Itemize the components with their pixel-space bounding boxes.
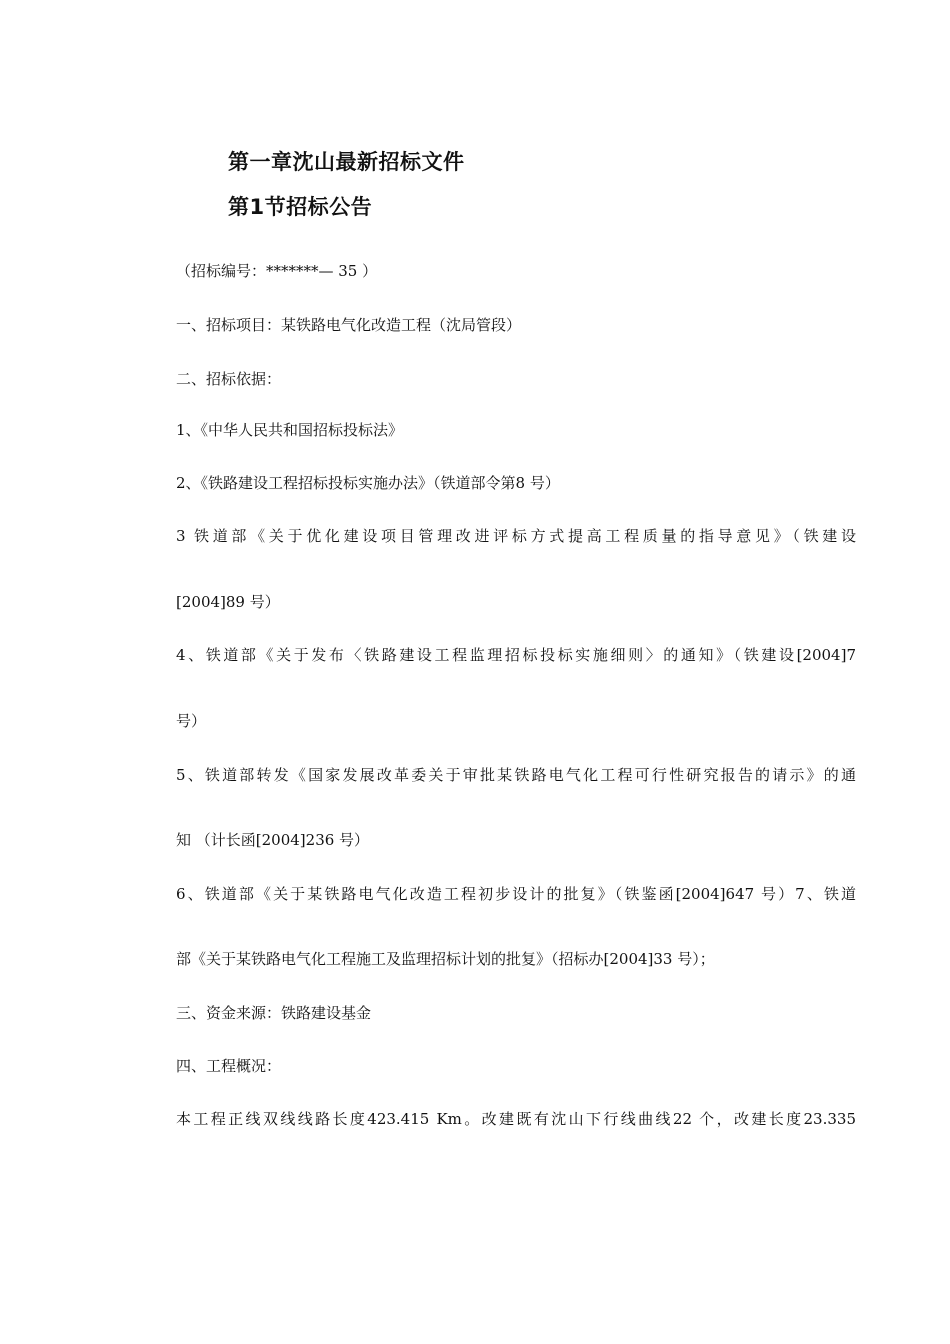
chapter-title: 第一章沈山最新招标文件 [228,150,465,174]
item-bid-basis-heading: 二、招标依据： [176,370,282,388]
bid-number: （招标编号：*******— 35 ） [176,262,378,280]
basis-line-4-cont: 号） [176,712,207,730]
basis-line-4: 4、铁道部《关于发布〈铁路建设工程监理招标投标实施细则〉的通知》（铁建设[2004]7 [176,646,856,664]
basis-line-5-cont: 知 （计长函[2004]236 号） [176,831,370,849]
item-bid-project: 一、招标项目：某铁路电气化改造工程（沈局管段） [176,316,522,334]
basis-line-3-cont: [2004]89 号） [176,593,280,611]
basis-line-3: 3 铁道部《关于优化建设项目管理改进评标方式提高工程质量的指导意见》（铁建设 [176,527,856,545]
basis-line-2: 2、《铁路建设工程招标投标实施办法》（铁道部令第8 号） [176,474,560,492]
item-fund-source: 三、资金来源：铁路建设基金 [176,1004,372,1022]
basis-line-1: 1、《中华人民共和国招标投标法》 [176,421,404,439]
basis-line-6: 6、铁道部《关于某铁路电气化改造工程初步设计的批复》（铁鉴函[2004]647 号）7、铁道 [176,885,856,903]
item-project-overview-heading: 四、工程概况： [176,1057,282,1075]
basis-line-6-cont: 部《关于某铁路电气化工程施工及监理招标计划的批复》（招标办[2004]33 号）； [176,950,715,968]
project-overview-line: 本工程正线双线线路长度423.415 Km。改建既有沈山下行线曲线22 个，改建长度23.335 [176,1110,856,1128]
basis-line-5: 5、铁道部转发《国家发展改革委关于审批某铁路电气化工程可行性研究报告的请示》的通 [176,766,856,784]
section-title: 第1节招标公告 [228,195,373,219]
